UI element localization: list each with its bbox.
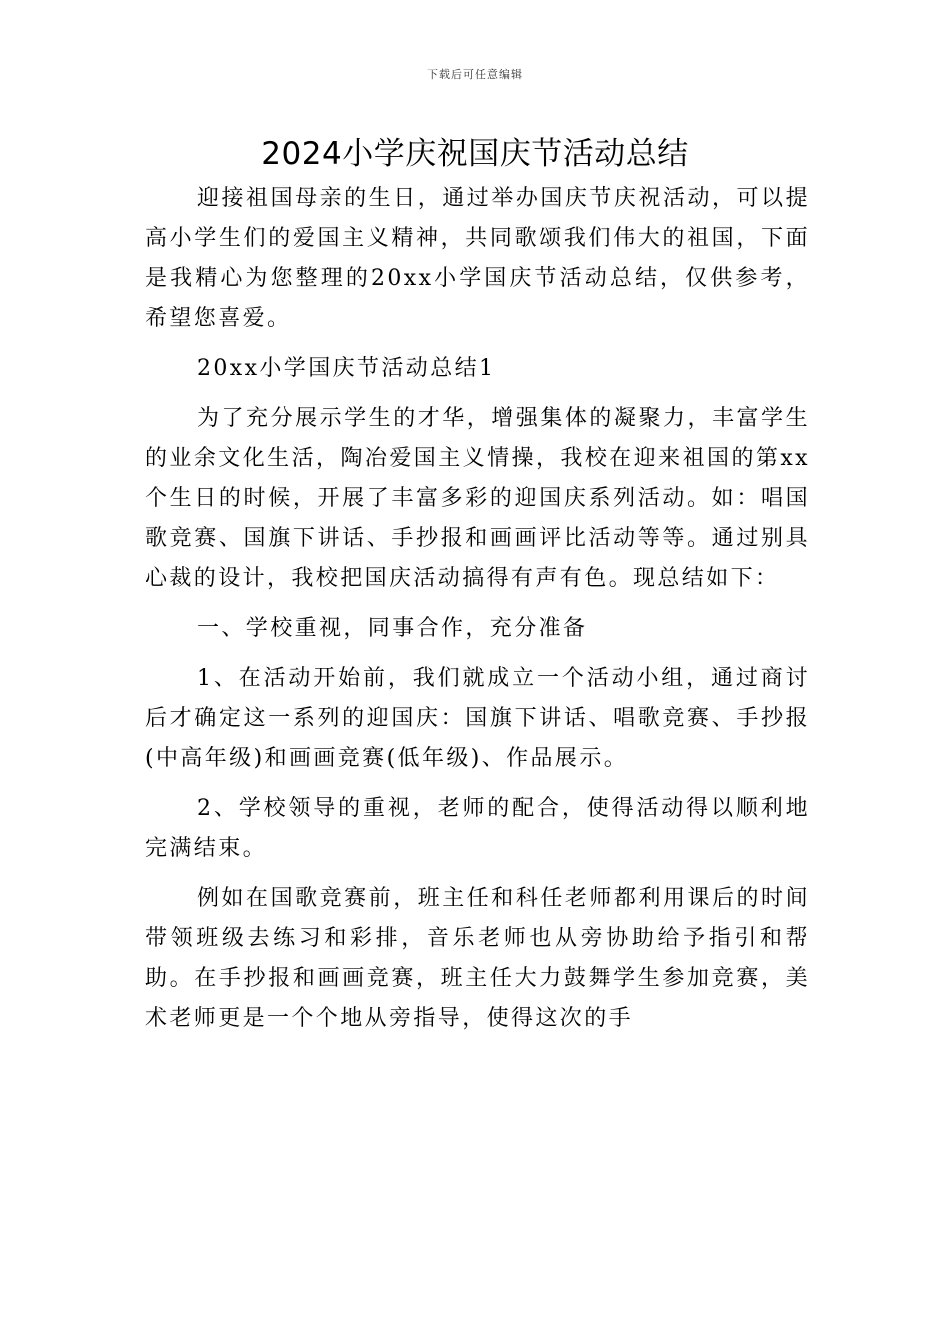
- paragraph-item-1: 1、在活动开始前，我们就成立一个活动小组，通过商讨后才确定这一系列的迎国庆：国旗下讲话、唱歌竞赛、手抄报(中高年级)和画画竞赛(低年级)、作品展示。: [145, 666, 810, 771]
- paragraph-item-2: 2、学校领导的重视，老师的配合，使得活动得以顺利地完满结束。: [145, 796, 810, 861]
- subheading-one: 一、学校重视，同事合作，充分准备: [197, 616, 588, 641]
- paragraph-overview: 为了充分展示学生的才华，增强集体的凝聚力，丰富学生的业余文化生活，陶冶爱国主义情操，我校在迎来祖国的第xx个生日的时候，开展了丰富多彩的迎国庆系列活动。如：唱国歌竞赛、国旗下讲话、手抄报和画画评比活动等等。通过别具心裁的设计，我校把国庆活动搞得有声有色。现总结如下：: [145, 406, 810, 591]
- header-note: 下载后可任意编辑: [427, 68, 523, 81]
- paragraph-intro: 迎接祖国母亲的生日，通过举办国庆节庆祝活动，可以提高小学生们的爱国主义精神，共同歌颂我们伟大的祖国，下面是我精心为您整理的20xx小学国庆节活动总结，仅供参考，希望您喜爱。: [145, 186, 810, 331]
- document-title: 2024小学庆祝国庆节活动总结: [261, 136, 689, 172]
- document-body: [145, 179, 810, 1039]
- paragraph-example: 例如在国歌竞赛前，班主任和科任老师都利用课后的时间带领班级去练习和彩排，音乐老师也从旁协助给予指引和帮助。在手抄报和画画竞赛，班主任大力鼓舞学生参加竞赛，美术老师更是一个个地从旁指导，使得这次的手: [145, 886, 810, 1031]
- section-heading: 20xx小学国庆节活动总结1: [197, 356, 496, 381]
